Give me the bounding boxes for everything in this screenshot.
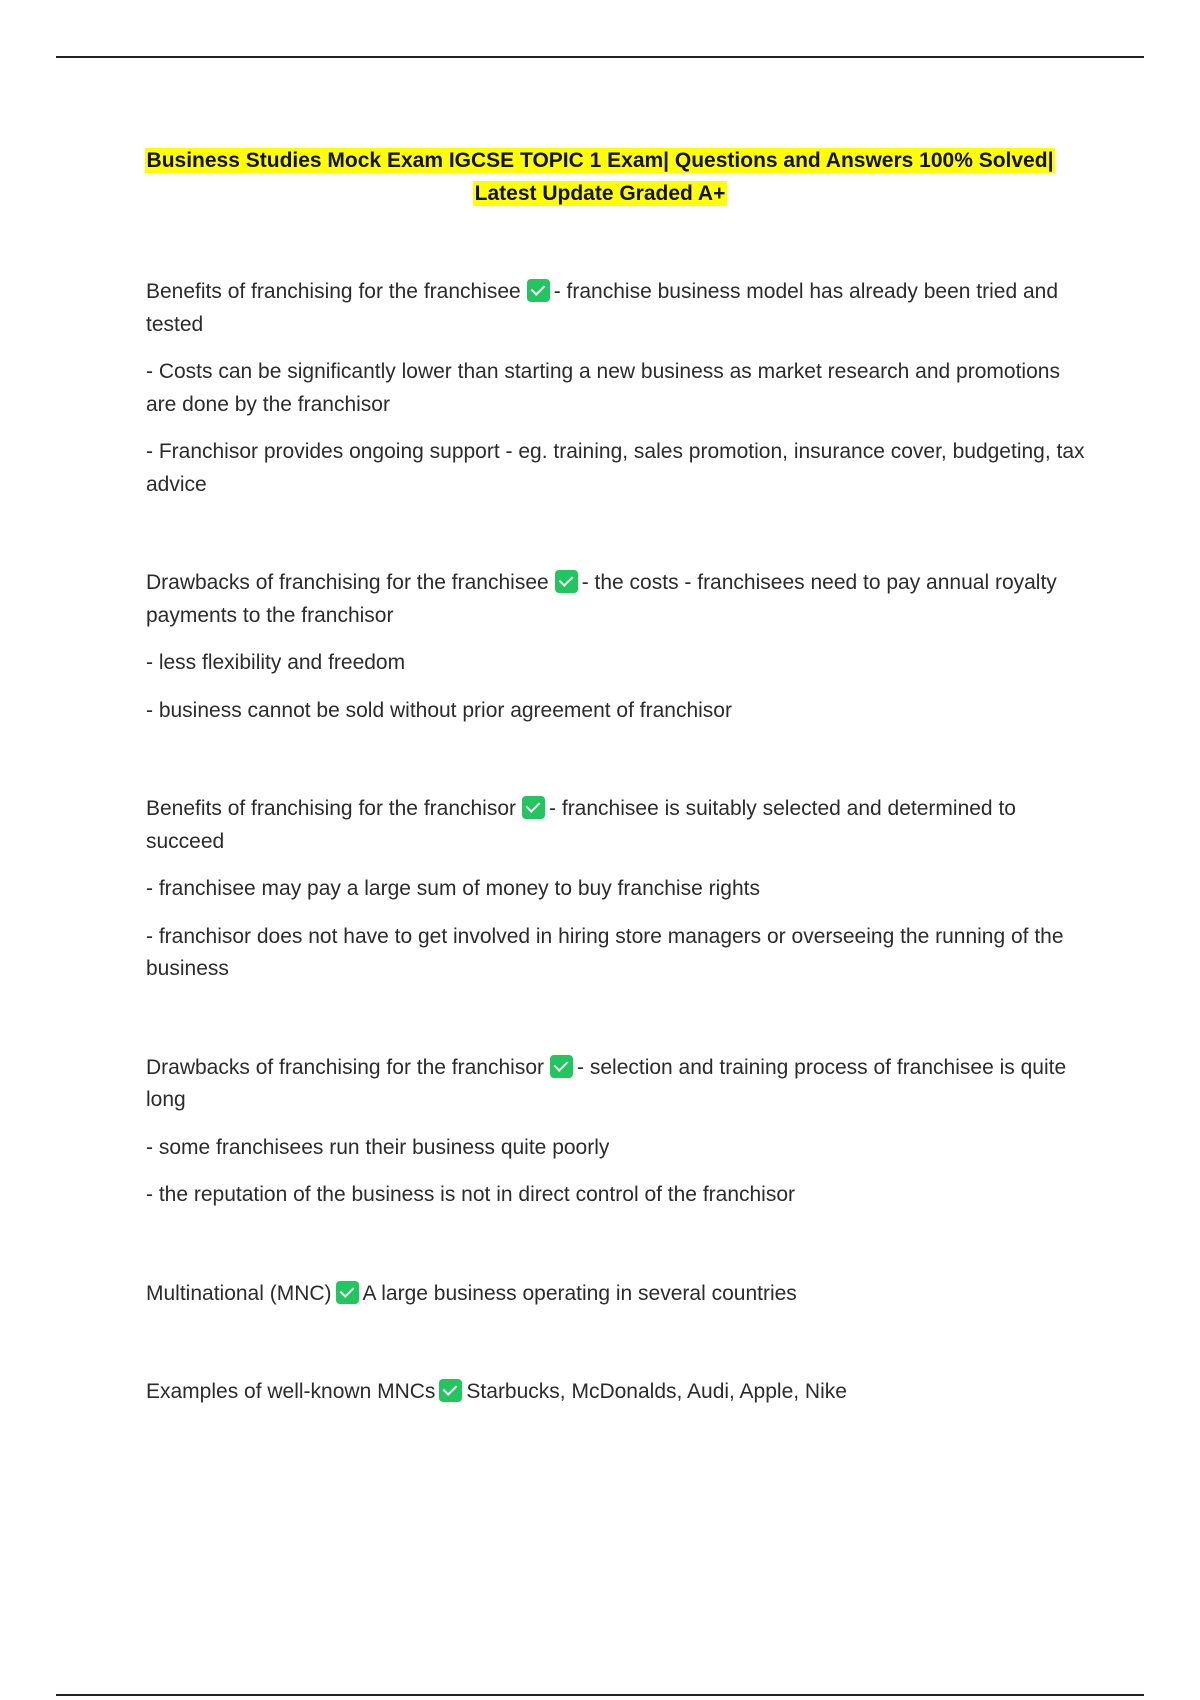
qa-answer: - the costs - franchisees need to pay annual royalty payments to the franchisor [146,571,1057,627]
qa-first-line [146,1376,1096,1409]
qa-first-line [146,276,1096,341]
qa-question: Multinational (MNC) [146,1281,332,1305]
qa-first-line [146,1052,1096,1117]
qa-answer: Starbucks, McDonalds, Audi, Apple, Nike [466,1380,847,1403]
qa-answer-line: - franchisee may pay a large sum of money to buy franchise rights [146,877,760,900]
bottom-divider [56,1694,1144,1696]
qa-answer-line: - franchisor does not have to get involved in hiring store managers or overseeing the running of the business [146,924,1064,980]
qa-answer-line: - Franchisor provides ongoing support - eg. training, sales promotion, insurance cover, budgeting, tax advice [146,440,1085,496]
qa-answer: - selection and training process of franchisee is quite long [146,1055,1067,1111]
qa-item [146,276,1096,501]
qa-answer: A large business operating in several countries [362,1281,797,1305]
qa-item [146,1376,1096,1409]
top-divider [56,56,1144,58]
qa-list [146,276,1096,1409]
qa-answer-line: - some franchisees run their business quite poorly [146,1135,610,1159]
document-title [100,144,1100,210]
qa-question: Examples of well-known MNCs [146,1380,436,1403]
check-icon [527,279,550,302]
qa-answer-line: - the reputation of the business is not in direct control of the franchisor [146,1183,796,1206]
qa-item [146,793,1096,986]
check-icon [522,796,545,819]
title-line-1: Business Studies Mock Exam IGCSE TOPIC 1 Exam| Questions and Answers 100% Solved| [146,149,1054,172]
qa-answer: - franchise business model has already been tried and tested [146,280,1059,336]
qa-question: Benefits of franchising for the franchisee [146,280,521,303]
qa-item [146,567,1096,727]
qa-item [146,1278,1096,1311]
qa-first-line [146,567,1096,632]
qa-question: Drawbacks of franchising for the franchisee [146,571,549,594]
title-line-2: Latest Update Graded A+ [474,182,726,205]
check-icon [550,1055,573,1078]
qa-item [146,1052,1096,1212]
check-icon [555,570,578,593]
qa-answer-line: - less flexibility and freedom [146,651,406,674]
qa-question: Drawbacks of franchising for the franchisor [146,1055,545,1079]
qa-answer: - franchisee is suitably selected and determined to succeed [146,797,1016,853]
qa-first-line [146,793,1096,858]
qa-first-line [146,1278,1096,1311]
qa-answer-line: - business cannot be sold without prior agreement of franchisor [146,698,732,722]
qa-question: Benefits of franchising for the franchisor [146,797,517,820]
check-icon [439,1379,462,1402]
qa-answer-line: - Costs can be significantly lower than starting a new business as market research and promotions are done by the franchisor [146,360,1060,416]
check-icon [336,1281,359,1304]
